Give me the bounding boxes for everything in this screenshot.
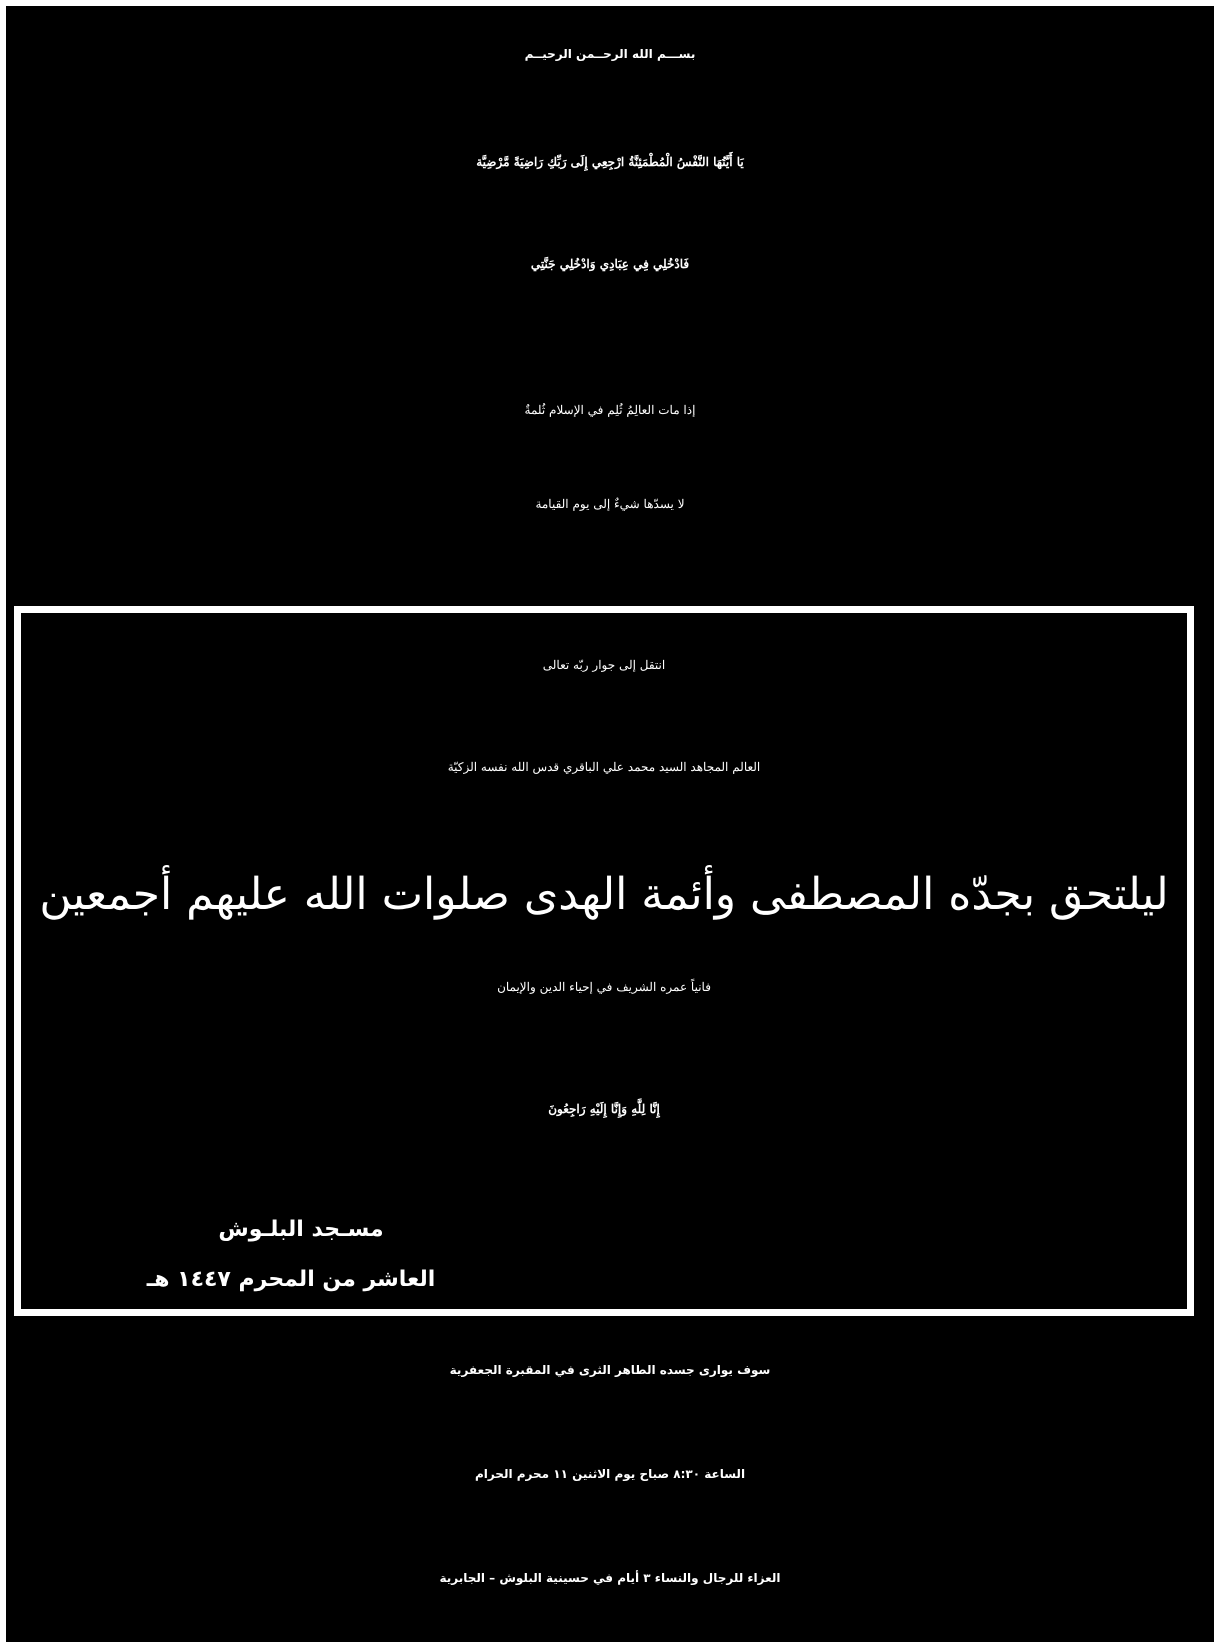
obituary-poster [6, 6, 1214, 1642]
announcement-line-4: فانياً عمره الشريف في إحياء الدين والإيمان [497, 980, 711, 994]
saying-line-2: لا يسدّها شيءٌ إلى يوم القيامة [535, 497, 685, 511]
istirja-verse: إِنَّا لِلَّهِ وَإِنَّا إِلَيْهِ رَاجِعُونَ [548, 1102, 660, 1116]
burial-notice: سوف يوارى جسده الطاهر الثرى في المقبرة الجعفرية [449, 1363, 771, 1377]
mosque-name: مسـجد البلـوش [218, 1217, 384, 1242]
announcement-line-3: ليلتحق بجدّه المصطفى وأئمة الهدى صلوات الله عليهم أجمعين [39, 869, 1169, 920]
condolence-notice: العزاء للرجال والنساء ٣ أيام في حسينية البلوش – الجابرية [439, 1571, 781, 1585]
deceased-name-line: العالم المجاهد السيد محمد علي الباقري قدس الله نفسه الزكيّة [447, 760, 761, 774]
hijri-date: العاشر من المحرم ١٤٤٧ هـ [146, 1267, 436, 1292]
quran-verse-line-2: فَادْخُلِي فِي عِبَادِي وَادْخُلِي جَنَّتِي [530, 257, 690, 271]
announcement-line-1: انتقل إلى جوار ربّه تعالى [542, 658, 666, 672]
saying-line-1: إذا مات العالِمُ ثُلِم في الإسلام ثُلمةٌ [524, 403, 696, 417]
basmala-heading: بســـم الله الرحــمن الرحيــم [524, 47, 696, 61]
burial-time: الساعة ٨:٣٠ صباح يوم الاثنين ١١ محرم الحرام [474, 1467, 746, 1481]
quran-verse-line-1: يَا أَيَّتُهَا النَّفْسُ الْمُطْمَئِنَّةُ ارْجِعِي إِلَى رَبِّكِ رَاضِيَةً مَّرْضِيَّة [476, 155, 744, 169]
announcement-frame [14, 606, 1194, 1316]
